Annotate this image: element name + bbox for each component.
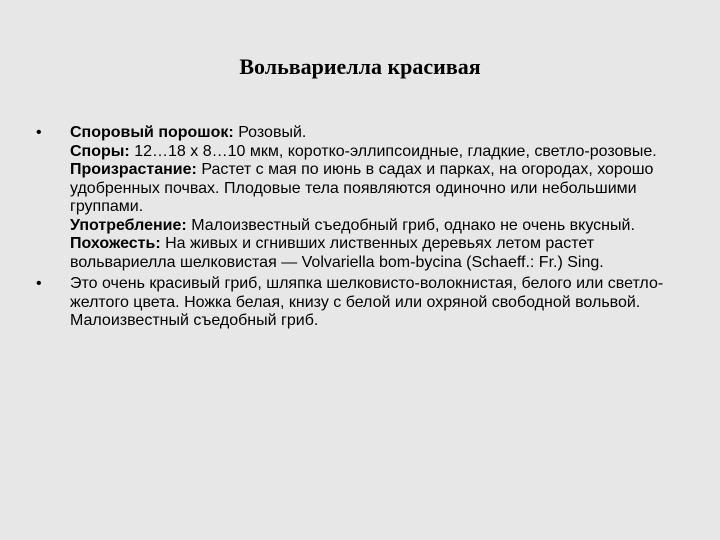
label-similarity: Похожесть: bbox=[70, 235, 161, 252]
bullet-marker: • bbox=[36, 124, 42, 141]
row-similarity bbox=[70, 235, 680, 272]
row-usage bbox=[70, 217, 680, 236]
bullet-item-characteristics bbox=[30, 124, 680, 272]
label-habitat: Произрастание: bbox=[70, 161, 197, 178]
label-spores: Споры: bbox=[70, 142, 130, 160]
slide-title: Вольвариелла красивая bbox=[239, 54, 481, 79]
bullet-list bbox=[30, 124, 680, 334]
label-spore-powder: Споровый порошок: bbox=[70, 124, 234, 141]
bullet-marker: • bbox=[36, 275, 42, 292]
row-spore-powder bbox=[70, 124, 680, 143]
text-usage: Малоизвестный съедобный гриб, однако не очень вкусный. bbox=[186, 216, 635, 234]
row-spores bbox=[70, 143, 680, 162]
text-description: Это очень красивый гриб, шляпка шелковисто-волокнистая, белого или светло-желтого цвета. Ножка белая, книзу с белой или охряной свободной вольвой. Малоизвестный съедобный гриб. bbox=[70, 275, 664, 329]
text-spore-powder: Розовый. bbox=[233, 124, 307, 141]
text-similarity: На живых и сгнивших лиственных деревьях летом растет вольвариелла шелковистая — Volvariella bom-bycina (Schaeff.: Fr.) Sing. bbox=[70, 235, 604, 271]
row-habitat bbox=[70, 161, 680, 217]
bullet-item-description bbox=[30, 275, 680, 331]
text-habitat: Растет с мая по июнь в садах и парках, на огородах, хорошо удобренных почвах. Плодовые тела появляются одиночно или небольшими группами. bbox=[70, 161, 654, 215]
label-usage: Употребление: bbox=[70, 216, 187, 234]
text-spores: 12…18 x 8…10 мкм, коротко-эллипсоидные, гладкие, светло-розовые. bbox=[129, 142, 657, 160]
